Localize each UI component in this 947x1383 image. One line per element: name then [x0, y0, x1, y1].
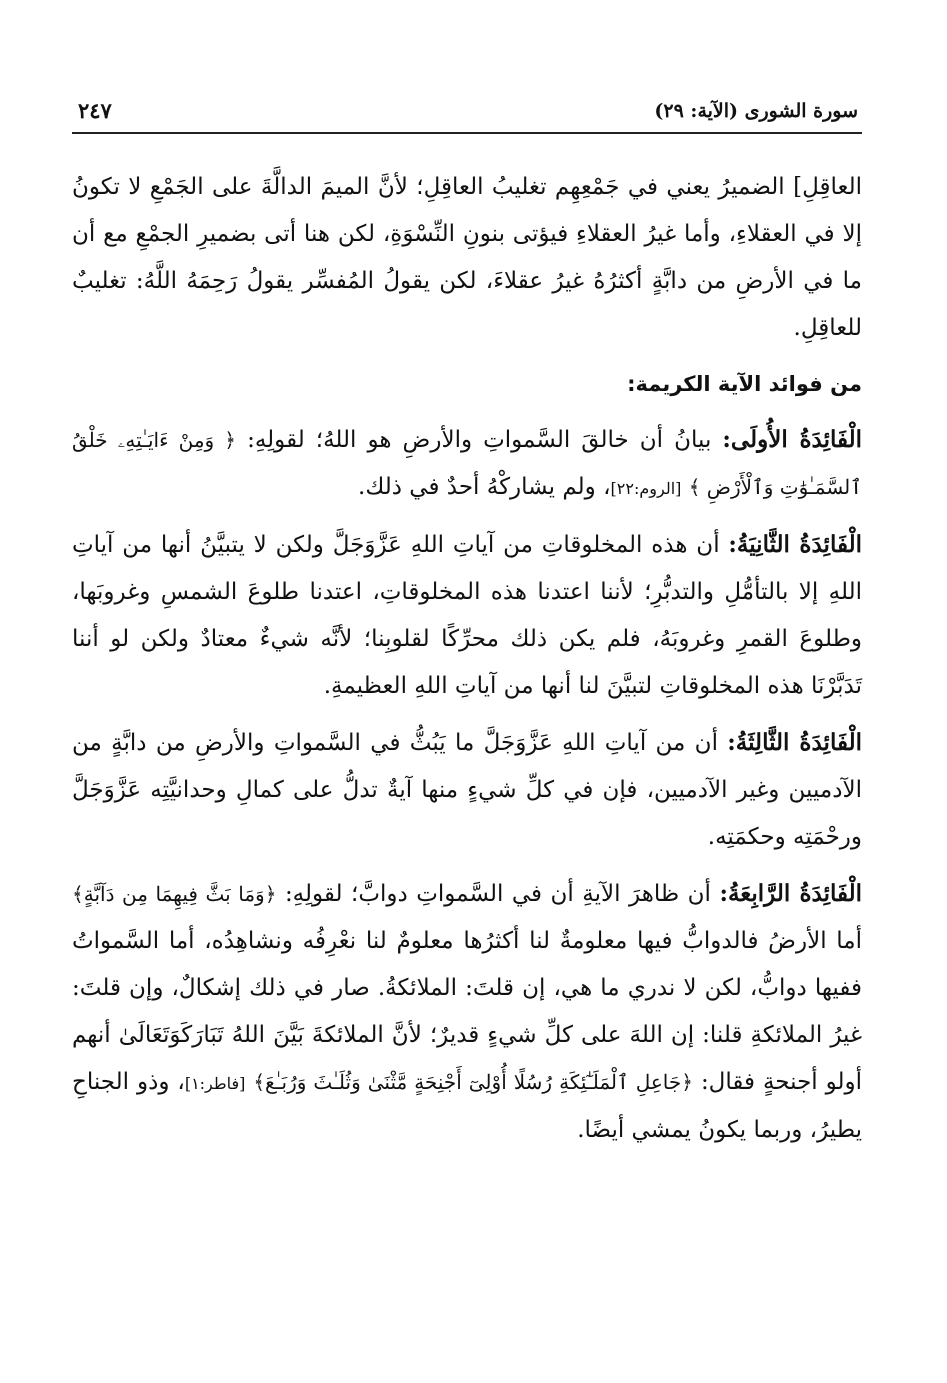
- page-header: [72, 92, 862, 134]
- benefit-paragraph-4: [72, 870, 862, 1154]
- benefit-label: الْفَائِدَةُ الثَّانِيَةُ:: [728, 531, 862, 558]
- benefit-paragraph-3: [72, 719, 862, 861]
- intro-paragraph: العاقِلِ] الضميرُ يعني في جَمْعِهِم تغليبُ العاقِلِ؛ لأنَّ الميمَ الدالَّةَ على الجَمْعِ لا تكونُ إلا في العقلاءِ، وأما غيرُ العقلاءِ فيؤتى بنونِ النِّسْوَةِ، لكن هنا أتى بضميرِ الجمْعِ مع أن ما في الأرضِ من دابَّةٍ أكثرُهُ غيرُ عقلاءَ، لكن يقولُ المُفسِّر يقولُ رَحِمَهُ اللَّهُ: تغليبٌ للعاقِلِ.: [72, 174, 862, 341]
- quran-reference-2: [فاطر:١]: [184, 1074, 246, 1093]
- benefit-text-after: أما الأرضُ فالدوابُّ فيها معلومةٌ لنا أكثرُها معلومٌ لنا نعْرِفُه ونشاهِدُه، أما السَّمواتُ ففيها دوابُّ، لكن لا ندري ما هي، إن قلتَ: الملائكةُ. صار في ذلك إشكالٌ، وإن قلتَ: غيرُ الملائكةِ قلنا: إن اللهَ على كلِّ شيءٍ قديرٌ؛ لأنَّ الملائكةَ بَيَّنَ اللهُ تَبَارَكَوَتَعَالَىٰ أنهم أولو أجنحةٍ فقال:: [72, 928, 863, 1095]
- benefit-label: الْفَائِدَةُ الثَّالِثَةُ:: [727, 729, 862, 756]
- benefit-text-after: ، ولم يشاركْهُ أحدٌ في ذلك.: [358, 474, 611, 500]
- section-heading: من فوائد الآية الكريمة:: [627, 372, 862, 396]
- page-body: [72, 164, 862, 1154]
- page-number: ٢٤٧: [78, 98, 112, 123]
- benefit-text: أن من آياتِ اللهِ عَزَّوَجَلَّ ما يَبُثُّ في السَّمواتِ والأرضِ من دابَّةٍ من الآدميين وغير الآدميين، فإن في كلِّ شيءٍ منها آيةٌ تدلُّ على كمالِ وحدانيَّتِه عَزَّوَجَلَّ ورحْمَتِه وحكمَتِه.: [72, 730, 862, 850]
- quran-quote: ﴿وَمَا بَثَّ فِيهِمَا مِن دَآبَّةٍ﴾: [72, 882, 277, 906]
- quran-quote: ﴿ وَمِنْ ءَايَـٰتِهِۦ خَلْقُ ٱلسَّمَـٰوَٰتِ وَٱلْأَرْضِ ﴾: [72, 428, 862, 499]
- benefit-label: الْفَائِدَةُ الرَّابِعَةُ:: [719, 880, 863, 907]
- page-header-title: سورة الشورى (الآية: ٢٩): [654, 100, 858, 122]
- document-page: [72, 92, 862, 1163]
- quran-quote-2: ﴿جَاعِلِ ٱلْمَلَـٰٓئِكَةِ رُسُلًا أُوْلِىٓ أَجْنِحَةٍ مَّثْنَىٰ وَثُلَـٰثَ وَرُبَـٰعَ﴾: [253, 1070, 693, 1094]
- benefit-text-after-2: ، وذو الجناحِ يطيرُ، وربما يكونُ يمشي أيضًا.: [72, 1069, 862, 1143]
- quran-reference: [الروم:٢٢]: [610, 479, 682, 498]
- benefit-text: أن ظاهرَ الآيةِ أن في السَّمواتِ دوابَّ؛ لقولِهِ:: [284, 881, 711, 907]
- benefit-paragraph-1: [72, 416, 862, 512]
- benefit-text: بيانُ أن خالقَ السَّمواتِ والأرضِ هو اللهُ؛ لقولِهِ:: [247, 427, 712, 453]
- benefit-text: أن هذه المخلوقاتِ من آياتِ اللهِ عَزَّوَجَلَّ ولكن لا يتبيَّنُ أنها من آياتِ اللهِ إلا بالتأمُّلِ والتدبُّرِ؛ لأننا اعتدنا هذه المخلوقاتِ، اعتدنا طلوعَ الشمسِ وغروبَها، وطلوعَ القمرِ وغروبَهُ، فلم يكن ذلك محرِّكًا لقلوبِنا؛ لأنَّه شيءٌ معتادٌ ولكن لو أننا تَدَبَّرْنَا هذه المخلوقاتِ لتبيَّنَ لنا أنها من آياتِ اللهِ العظيمةِ.: [72, 532, 862, 699]
- benefit-label: الْفَائِدَةُ الأُولَى:: [722, 426, 863, 453]
- benefit-paragraph-2: [72, 521, 862, 710]
